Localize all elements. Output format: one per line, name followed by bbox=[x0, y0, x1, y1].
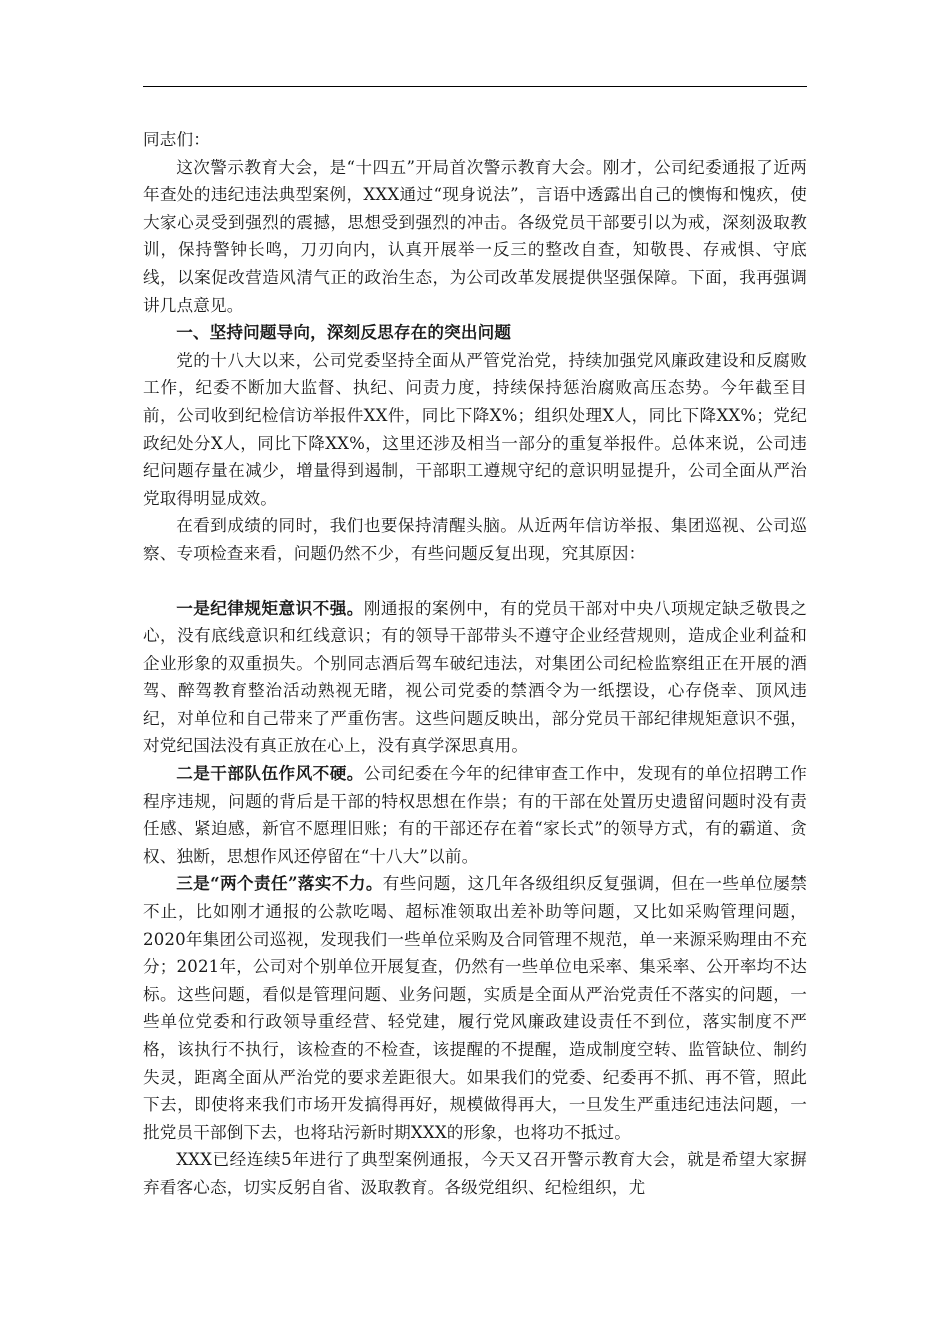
header-rule bbox=[143, 86, 807, 87]
closing-paragraph: XXX已经连续5年进行了典型案例通报，今天又召开警示教育大会，就是希望大家摒弃看客心态，切实反躬自省、汲取教育。各级党组织、纪检组织，尤 bbox=[143, 1150, 807, 1197]
point-work-style-lead: 二是干部队伍作风不硬。 bbox=[176, 763, 364, 784]
section-paragraph-problems: 在看到成绩的同时，我们也要保持清醒头脑。从近两年信访举报、集团巡视、公司巡察、专项检查来看，问题仍然不少，有些问题反复出现，究其原因： bbox=[143, 516, 807, 563]
document-body bbox=[143, 126, 807, 1202]
point-responsibility-lead: 三是“两个责任”落实不力。 bbox=[176, 873, 383, 894]
point-discipline-body: 刚通报的案例中，有的党员干部对中央八项规定缺乏敬畏之心，没有底线意识和红线意识；有的领导干部带头不遵守企业经营规则，造成企业利益和企业形象的双重损失。个别同志酒后驾车破纪违法，对集团公司纪检监察组正在开展的酒驾、醉驾教育整治活动熟视无睹，视公司党委的禁酒令为一纸摆设，心存侥幸、顶风违纪，对单位和自己带来了严重伤害。这些问题反映出，部分党员干部纪律规矩意识不强，对党纪国法没有真正放在心上，没有真学深思真用。 bbox=[143, 598, 807, 756]
point-work-style bbox=[143, 760, 807, 870]
point-responsibility bbox=[143, 870, 807, 1146]
point-discipline-lead: 一是纪律规矩意识不强。 bbox=[176, 597, 364, 618]
intro-paragraph: 这次警示教育大会，是“十四五”开局首次警示教育大会。刚才，公司纪委通报了近两年查处的违纪违法典型案例，XXX通过“现身说法”，言语中透露出自己的懊悔和愧疚，使大家心灵受到强烈的震撼，思想受到强烈的冲击。各级党员干部要引以为戒，深刻汲取教训，保持警钟长鸣，刀刃向内，认真开展举一反三的整改自查，知敬畏、存戒惧、守底线，以案促改营造风清气正的政治生态，为公司改革发展提供坚强保障。下面，我再强调讲几点意见。 bbox=[143, 157, 807, 315]
point-discipline bbox=[143, 595, 807, 761]
section-heading: 一、坚持问题导向，深刻反思存在的突出问题 bbox=[176, 322, 512, 343]
salutation: 同志们： bbox=[143, 130, 210, 149]
point-work-style-body: 公司纪委在今年的纪律审查工作中，发现有的单位招聘工作程序违规，问题的背后是干部的特权思想在作祟；有的干部在处置历史遗留问题时没有责任感、紧迫感，新官不愿理旧账；有的干部还存在着“家长式”的领导方式，有的霸道、贪权、独断，思想作风还停留在“十八大”以前。 bbox=[143, 764, 807, 866]
point-responsibility-body: 有些问题，这几年各级组织反复强调，但在一些单位屡禁不止，比如刚才通报的公款吃喝、超标准领取出差补助等问题，又比如采购管理问题，2020年集团公司巡视，发现我们一些单位采购及合同管理不规范，单一来源采购理由不充分；2021年，公司对个别单位开展复查，仍然有一些单位电采率、集采率、公开率均不达标。这些问题，看似是管理问题、业务问题，实质是全面从严治党责任不落实的问题，一些单位党委和行政领导重经营、轻党建，履行党风廉政建设责任不到位，落实制度不严格，该执行不执行，该检查的不检查，该提醒的不提醒，造成制度空转、监管缺位、制约失灵，距离全面从严治党的要求差距很大。如果我们的党委、纪委再不抓、再不管，照此下去，即使将来我们市场开发搞得再好，规模做得再大，一旦发生严重违纪违法问题，一批党员干部倒下去，也将玷污新时期XXX的形象，也将功不抵过。 bbox=[143, 874, 807, 1142]
section-paragraph-achievements: 党的十八大以来，公司党委坚持全面从严管党治党，持续加强党风廉政建设和反腐败工作，纪委不断加大监督、执纪、问责力度，持续保持惩治腐败高压态势。今年截至目前，公司收到纪检信访举报件XX件，同比下降X%；组织处理X人，同比下降XX%；党纪政纪处分X人，同比下降XX%，这里还涉及相当一部分的重复举报件。总体来说，公司违纪问题存量在减少，增量得到遏制，干部职工遵规守纪的意识明显提升，公司全面从严治党取得明显成效。 bbox=[143, 350, 807, 508]
